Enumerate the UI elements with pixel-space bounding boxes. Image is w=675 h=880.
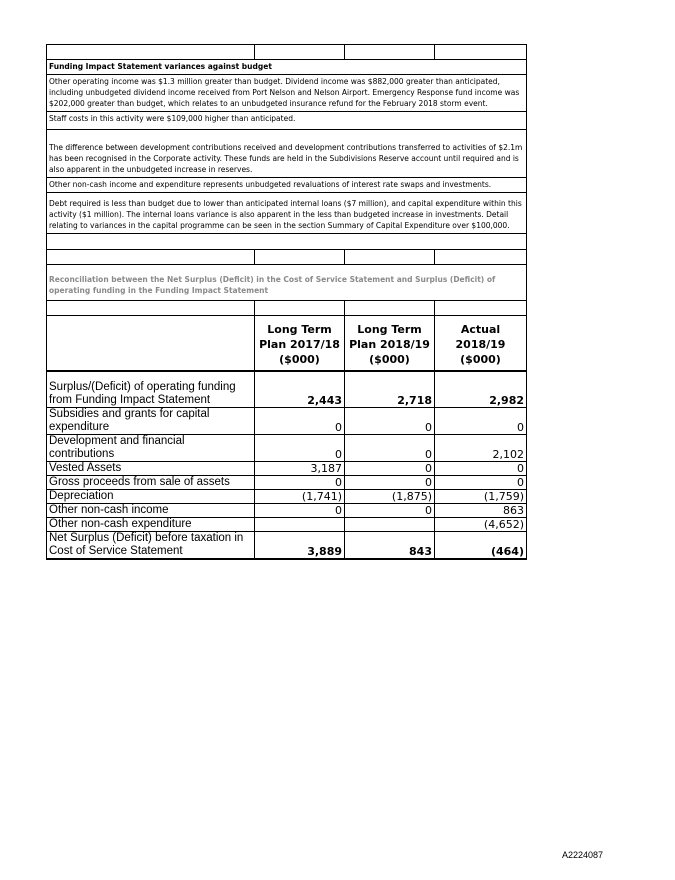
spacer-row xyxy=(47,45,527,60)
row-label: Other non-cash income xyxy=(47,504,255,518)
variance-note: Other operating income was $1.3 million greater than budget. Dividend income was $882,000 greater than anticipated, including unbudgeted dividend income received from Port Nelson and Nelson Airport. Emergency Response fund income was $202,000 greater than budget, which relates to an unbudgeted insurance refund for the February 2018 storm event. xyxy=(47,75,527,112)
variance-note-row xyxy=(47,112,527,130)
cell-value: 0 xyxy=(345,408,435,435)
cell-value xyxy=(345,518,435,532)
cell-value: 2,982 xyxy=(435,371,527,408)
table-row xyxy=(47,504,527,518)
cell-value: 3,889 xyxy=(255,532,345,560)
reconciliation-heading: Reconciliation between the Net Surplus (Deficit) in the Cost of Service Statement and Surplus (Deficit) of operating funding in the Funding Impact Statement xyxy=(47,265,527,301)
variances-title-row xyxy=(47,60,527,75)
variance-note: Debt required is less than budget due to lower than anticipated internal loans ($7 million), and capital expenditure within this activity ($1 million). The internal loans variance is also apparent in the less than budgeted increase in investments. Detail relating to variances in the capital programme can be seen in the section Summary of Capital Expenditure over $100,000. xyxy=(47,193,527,234)
row-label: Vested Assets xyxy=(47,462,255,476)
cell-value: 0 xyxy=(435,476,527,490)
spacer-row xyxy=(47,234,527,250)
variance-note-row xyxy=(47,178,527,193)
cell-value xyxy=(255,518,345,532)
row-label: Surplus/(Deficit) of operating funding from Funding Impact Statement xyxy=(47,371,255,408)
variance-note-row xyxy=(47,75,527,112)
column-header: Long Term Plan 2018/19 ($000) xyxy=(345,316,435,372)
variances-table xyxy=(46,44,527,316)
cell-value: 0 xyxy=(435,462,527,476)
cell-value: 2,102 xyxy=(435,435,527,462)
cell-value: (1,759) xyxy=(435,490,527,504)
table-row xyxy=(47,518,527,532)
variance-note-row xyxy=(47,193,527,234)
reconciliation-table xyxy=(46,315,527,560)
cell-value: 2,718 xyxy=(345,371,435,408)
cell-value: 0 xyxy=(255,435,345,462)
spacer-row xyxy=(47,250,527,265)
cell-value: 3,187 xyxy=(255,462,345,476)
cell-value: 0 xyxy=(345,504,435,518)
reconciliation-heading-row xyxy=(47,265,527,301)
cell-value: 2,443 xyxy=(255,371,345,408)
row-label: Development and financial contributions xyxy=(47,435,255,462)
row-label: Gross proceeds from sale of assets xyxy=(47,476,255,490)
column-header-row xyxy=(47,316,527,372)
table-row xyxy=(47,371,527,408)
cell-value: 843 xyxy=(345,532,435,560)
table-row xyxy=(47,476,527,490)
row-label: Depreciation xyxy=(47,490,255,504)
cell-value: 0 xyxy=(255,504,345,518)
cell-value: 863 xyxy=(435,504,527,518)
cell-value: 0 xyxy=(345,476,435,490)
cell-value: 0 xyxy=(345,435,435,462)
cell-value: 0 xyxy=(255,408,345,435)
row-label: Other non-cash expenditure xyxy=(47,518,255,532)
spacer-row xyxy=(47,301,527,316)
row-label: Net Surplus (Deficit) before taxation in Cost of Service Statement xyxy=(47,532,255,560)
document-table-frame xyxy=(46,44,526,560)
table-row xyxy=(47,490,527,504)
table-row xyxy=(47,462,527,476)
table-row xyxy=(47,435,527,462)
variance-note: Other non-cash income and expenditure represents unbudgeted revaluations of interest rate swaps and investments. xyxy=(47,178,527,193)
table-row xyxy=(47,408,527,435)
cell-value: (4,652) xyxy=(435,518,527,532)
variance-note-row xyxy=(47,130,527,178)
column-header: Long Term Plan 2017/18 ($000) xyxy=(255,316,345,372)
document-id: A2224087 xyxy=(561,850,603,860)
cell-value: (1,741) xyxy=(255,490,345,504)
cell-value: 0 xyxy=(255,476,345,490)
cell-value: (464) xyxy=(435,532,527,560)
cell-value: (1,875) xyxy=(345,490,435,504)
variance-note: The difference between development contributions received and development contributions transferred to activities of $2.1m has been recognised in the Corporate activity. These funds are held in the Subdivisions Reserve account until required and is also apparent in the unbudgeted increase in reserves. xyxy=(47,130,527,178)
cell-value: 0 xyxy=(435,408,527,435)
variances-title: Funding Impact Statement variances against budget xyxy=(47,60,527,75)
variance-note: Staff costs in this activity were $109,000 higher than anticipated. xyxy=(47,112,527,130)
column-header: Actual 2018/19 ($000) xyxy=(435,316,527,372)
cell-value: 0 xyxy=(345,462,435,476)
row-label: Subsidies and grants for capital expenditure xyxy=(47,408,255,435)
total-row xyxy=(47,532,527,560)
